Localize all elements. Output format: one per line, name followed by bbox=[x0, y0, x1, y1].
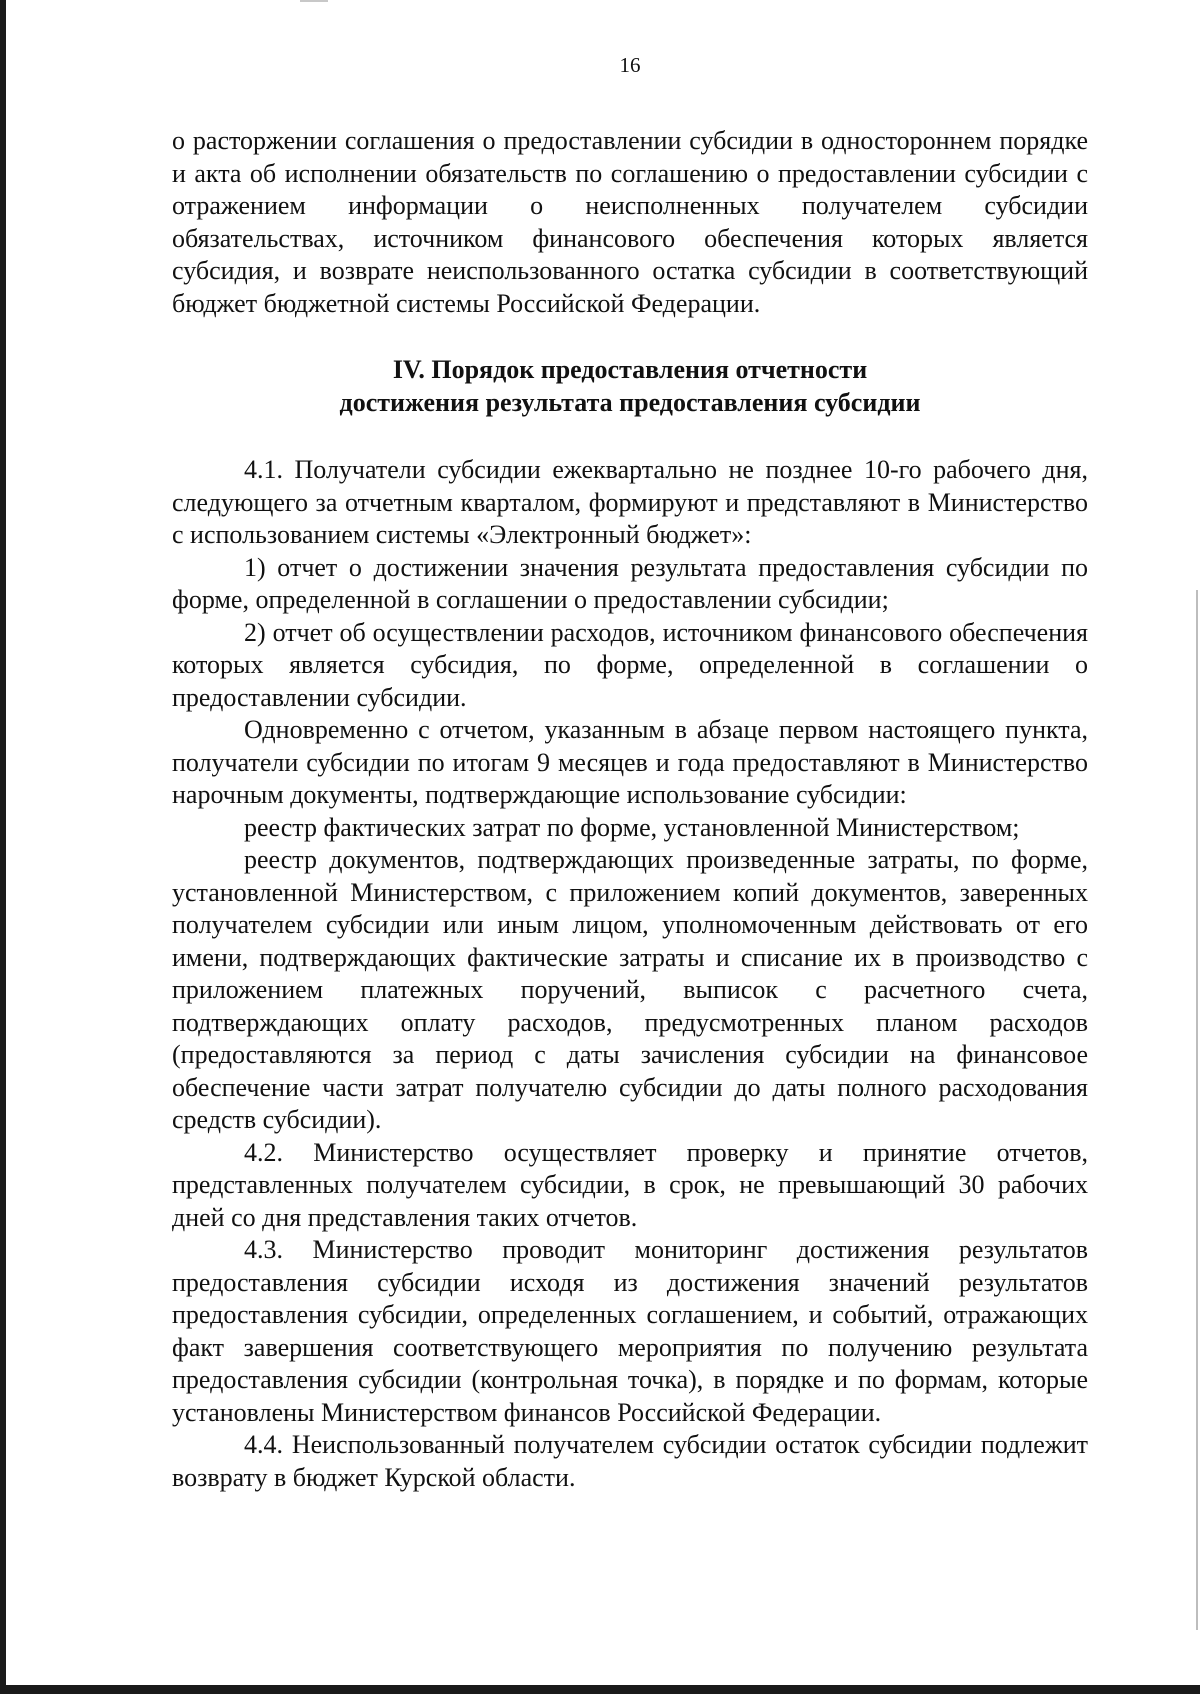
paragraph-item-2: 2) отчет об осуществлении расходов, источником финансового обеспечения которых является субсидия, по форме, определенной в соглашении о предоставлении субсидии. bbox=[172, 617, 1088, 712]
scan-mark-top bbox=[300, 0, 328, 2]
paragraph-4-2: 4.2. Министерство осуществляет проверку и принятие отчетов, представленных получателем субсидии, в срок, не превышающий 30 рабочих дней со дня представления таких отчетов. bbox=[172, 1137, 1088, 1232]
scan-edge-bottom bbox=[0, 1685, 1200, 1694]
paragraph-registry-documents: реестр документов, подтверждающих произведенные затраты, по форме, установленной Министерством, с приложением копий документов, заверенных получателем субсидии или иным лицом, уполномоченным действовать от его имени, подтверждающих фактические затраты и списание их в производство с приложением платежных поручений, выписок с расчетного счета, подтверждающих оплату расходов, предусмотренных планом расходов (предоставляются за период с даты зачисления субсидии на финансовое обеспечение части затрат получателю субсидии до даты полного расходования средств субсидии). bbox=[172, 845, 1088, 1134]
paragraph-4-1: 4.1. Получатели субсидии ежеквартально не позднее 10-го рабочего дня, следующего за отчетным кварталом, формируют и представляют в Министерство с использованием системы «Электронный бюджет»: bbox=[172, 455, 1088, 549]
page-number: 16 bbox=[619, 53, 641, 77]
scan-edge-left bbox=[0, 0, 6, 1694]
paragraph-4-4: 4.4. Неиспользованный получателем субсидии остаток субсидии подлежит возврату в бюджет Курской области. bbox=[172, 1430, 1088, 1492]
section-heading-line-1: IV. Порядок предоставления отчетности bbox=[392, 355, 868, 384]
section-heading bbox=[172, 354, 1088, 419]
paragraph-item-1: 1) отчет о достижении значения результата предоставления субсидии по форме, определенной в соглашении о предоставлении субсидии; bbox=[172, 552, 1088, 614]
section-heading-line-2: достижения результата предоставления субсидии bbox=[339, 387, 921, 417]
paragraph-registry-costs: реестр фактических затрат по форме, установленной Министерством; bbox=[244, 812, 1020, 842]
document-body bbox=[172, 125, 1088, 1494]
paragraph-simultaneously: Одновременно с отчетом, указанным в абзаце первом настоящего пункта, получатели субсидии по итогам 9 месяцев и года предоставляют в Министерство нарочным документы, подтверждающие использование субсидии: bbox=[172, 715, 1088, 809]
paragraph-4-3: 4.3. Министерство проводит мониторинг достижения результатов предоставления субсидии исходя из достижения значений результатов предоставления субсидии, определенных соглашением, и событий, отражающих факт завершения соответствующего мероприятия по получению результата предоставления субсидии (контрольная точка), в порядке и по формам, которые установлены Министерством финансов Российской Федерации. bbox=[172, 1235, 1088, 1427]
scan-mark-right bbox=[1196, 590, 1198, 1630]
intro-paragraph: о расторжении соглашения о предоставлении субсидии в одностороннем порядке и акта об исполнении обязательств по соглашению о предоставлении субсидии с отражением информации о неисполненных получателем субсидии обязательствах, источником финансового обеспечения которых является субсидия, и возврате неиспользованного остатка субсидии в соответствующий бюджет бюджетной системы Российской Федерации. bbox=[172, 126, 1088, 318]
